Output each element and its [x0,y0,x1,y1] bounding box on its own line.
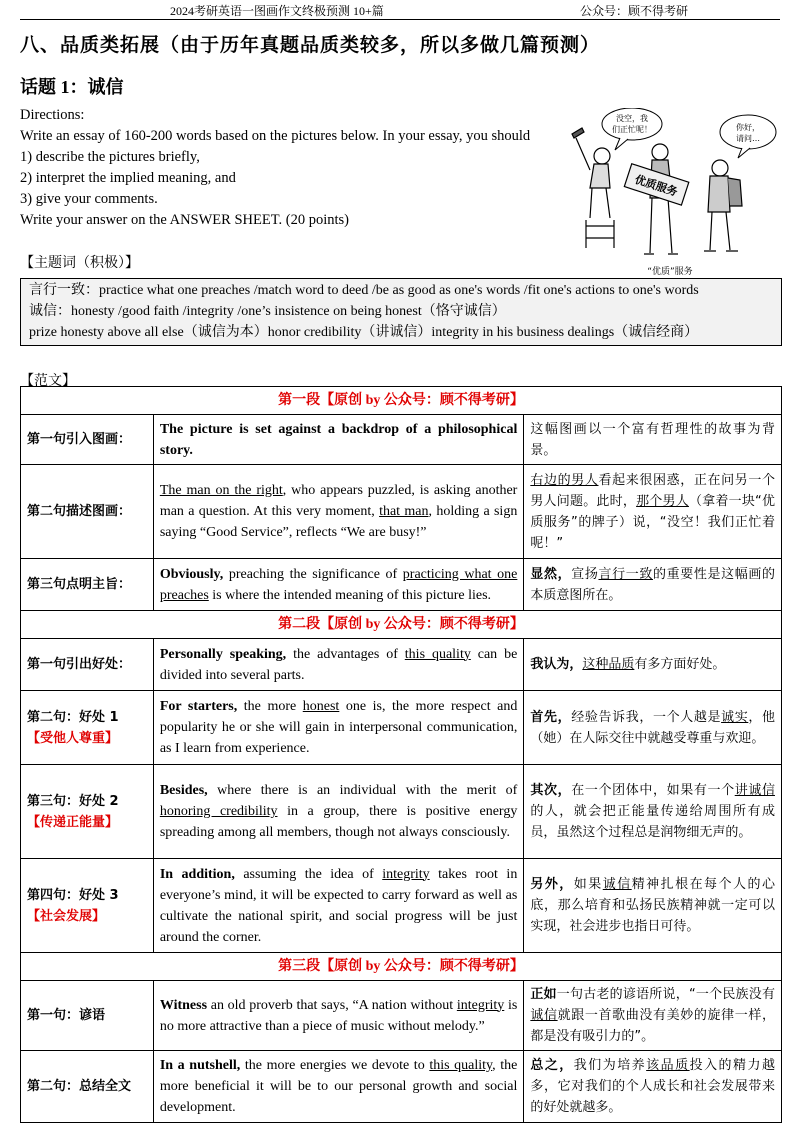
row-label-tag: 【社会发展】 [27,908,106,924]
lead-phrase: Obviously, [159,566,224,582]
row-label: 第二句描述图画： [21,465,154,559]
row-chinese [524,465,782,559]
underlined-phrase: 这种品质 [582,657,635,672]
row-english [153,559,524,611]
table-row [21,859,782,953]
underlined-phrase: integrity [456,997,505,1013]
row-chinese [524,639,782,691]
text-span: 就跟一首歌曲没有美妙的旋律一样，都是没有吸引力的”。 [530,1008,775,1044]
row-label: 第一句引出好处： [21,639,154,691]
underlined-phrase: 右边的男人 [530,472,599,488]
text-span: 的重要性是这幅画的本质意图所在。 [530,566,775,603]
keywords-line: 言行一致：practice what one preaches /match word to deed /be as good as one's words /fit one's actions to one's words [29,283,699,298]
figure-hammer-man [572,128,614,248]
row-chinese [524,765,782,859]
header-account: 公众号：顾不得考研 [580,4,689,18]
bubble-right-line: 请问… [736,134,760,143]
text-span: 经验告诉我，一个人越是 [571,709,722,725]
directions-line: 2) interpret the implied meaning, and [20,170,236,186]
text-span: in a group, there is positive energy spreading among all members, though not always consciously. [159,804,518,840]
text-span: （拿着一块“优质服务”的牌子）说，“没空！我们正忙着呢！” [530,493,775,551]
underlined-phrase: 该品质 [646,1058,690,1073]
text-span: 我们为培养 [573,1058,647,1073]
row-label: 第二句：总结全文 [21,1051,154,1123]
lead-phrase: 正如 [530,987,557,1002]
row-chinese [524,559,782,611]
text-span: 有多方面好处。 [634,657,726,672]
topic-title: 话题 1：诚信 [20,77,124,97]
speech-bubble-left [602,108,662,140]
text-span: 宣扬 [571,566,599,582]
row-label: 第一句：谚语 [21,981,154,1051]
table-row [21,981,782,1051]
lead-phrase: Besides, [159,783,208,798]
row-label-text: 第四句：好处 3 [27,887,119,903]
row-chinese [524,981,782,1051]
text-span: 如果 [573,877,603,892]
text-span: , who appears puzzled, is asking another man a question. At this very moment, [159,483,518,519]
paragraph-header-row [21,953,782,981]
row-label [21,859,154,953]
row-label: 第一句引入图画： [21,415,154,465]
header-title: 2024考研英语一图画作文终极预测 10+篇 [170,4,384,18]
table-row [21,691,782,765]
text-span: 看起来很困惑，正在问另一个男人问题。此时， [530,472,775,509]
underlined-phrase: 诚信 [530,1008,558,1023]
underlined-phrase: this quality [429,1058,493,1073]
paragraph-2-header: 第二段【原创 by 公众号：顾不得考研】 [21,611,782,639]
underlined-phrase: 讲诚信 [734,783,775,798]
lead-phrase: In a nutshell, [159,1058,241,1073]
directions-line: Directions: [20,107,85,123]
lead-phrase: For starters, [159,699,238,714]
table-row [21,465,782,559]
row-english [153,1051,524,1123]
text-span: one is, the more respect and popularity he or she will gain in interpersonal communication, as I learn from experience. [159,699,518,756]
figure-asking-man [704,160,742,251]
keywords-title: 【主题词（积极）】 [20,256,139,271]
bubble-left-line: 们正忙呢！ [612,125,652,134]
page-header [20,0,780,20]
lead-phrase: 我认为， [530,657,583,672]
text-span: where there is an individual with the merit of [207,783,518,798]
text-span: the more energies we devote to [240,1058,430,1073]
row-english: The picture is set against a backdrop of a philosophical story. [153,415,524,465]
keywords-line: 诚信：honesty /good faith /integrity /one’s insistence on being honest（恪守诚信） [29,304,506,319]
row-label-text: 第二句：好处 1 [27,709,119,725]
text-span: is where the intended meaning of this picture lies. [208,587,492,603]
table-row [21,415,782,465]
row-english [153,465,524,559]
underlined-phrase: 言行一致 [598,566,653,582]
bubble-left-line: 没空，我 [616,114,648,123]
table-row [21,1051,782,1123]
paragraph-header-row [21,387,782,415]
essay-title: 【范文】 [20,374,76,389]
keywords-line: prize honesty above all else（诚信为本）honor credibility（讲诚信）integrity in his business dealings（诚信经商） [29,325,699,340]
sign-text: 优质服务 [633,172,680,199]
paragraph-3-header: 第三段【原创 by 公众号：顾不得考研】 [21,953,782,981]
lead-phrase: 首先， [530,709,572,725]
section-title: 八、品质类拓展（由于历年真题品质类较多，所以多做几篇预测） [20,35,601,56]
cartoon-caption: “优质”服务 [647,267,693,277]
row-label-tag: 【受他人尊重】 [27,730,119,746]
text-span: can be divided into several parts. [159,646,518,683]
underlined-phrase: 诚实 [721,709,749,725]
text-span: the advantages of [286,646,405,662]
text-span: an old proverb that says, “A nation without [207,997,457,1013]
text-span: 的人，就会把正能量传递给周围所有成员，虽然这个过程总是润物细无声的。 [530,804,775,840]
text-span: the more [237,699,303,714]
lead-phrase: Witness [159,997,208,1013]
directions [20,105,550,231]
directions-line: Write your answer on the ANSWER SHEET. (20 points) [20,212,349,228]
underlined-phrase: practicing what one preaches [159,566,518,603]
row-label [21,765,154,859]
underlined-phrase: 诚信 [602,877,632,892]
row-chinese [524,859,782,953]
lead-phrase: 总之， [530,1058,574,1073]
lead-phrase: 显然， [530,566,572,582]
row-english [153,859,524,953]
paragraph-header-row [21,611,782,639]
text-span: takes root in everyone’s mind, it will be expected to carry forward as well as cultivate the national spirit, and social progress will be just around the corner. [159,866,518,945]
row-chinese [524,691,782,765]
row-chinese [524,1051,782,1123]
text-span: , the more beneficial it will be to our personal growth and social development. [159,1058,518,1115]
underlined-phrase: honoring credibility [159,804,278,819]
underlined-phrase: The man on the right [159,483,283,498]
cartoon-illustration [560,108,782,278]
speech-bubble-right [720,115,776,149]
row-label [21,691,154,765]
text-span: preaching the significance of [223,566,403,582]
directions-line: 3) give your comments. [20,191,158,207]
directions-line: 1) describe the pictures briefly, [20,149,200,165]
text-span: ，他（她）在人际交往中就越受尊重与欢迎。 [530,709,775,746]
underlined-phrase: that man [379,504,429,519]
table-row [21,765,782,859]
paragraph-1-header: 第一段【原创 by 公众号：顾不得考研】 [21,387,782,415]
row-chinese: 这幅图画以一个富有哲理性的故事为背景。 [524,415,782,465]
essay-table [20,386,782,1123]
lead-phrase: 其次， [530,783,572,798]
table-row [21,639,782,691]
text-span: 投入的精力越多，它对我们的个人成长和社会发展带来的好处就越多。 [530,1058,775,1115]
underlined-phrase: integrity [382,866,430,882]
lead-phrase: Personally speaking, [159,646,287,662]
text-span: 精神扎根在每个人的心底，那么培育和弘扬民族精神就一定可以实现，社会进步也指日可待。 [530,877,775,934]
row-label-tag: 【传递正能量】 [27,814,119,830]
lead-phrase: 另外， [530,877,574,892]
underlined-phrase: honest [302,699,340,714]
bubble-right-line: 你好， [736,123,760,132]
text-span: 在一个团体中，如果有一个 [571,783,735,798]
directions-line: Write an essay of 160-200 words based on the pictures below. In your essay, you should [20,128,531,144]
row-label-text: 第三句：好处 2 [27,793,119,809]
row-label: 第三句点明主旨： [21,559,154,611]
underlined-phrase: 那个男人 [636,493,689,509]
text-span: assuming the idea of [234,866,383,882]
lead-phrase: In addition, [159,866,235,882]
text-span: 一句古老的谚语所说，“一个民族没有 [556,987,775,1002]
row-english [153,639,524,691]
table-row [21,559,782,611]
row-english [153,765,524,859]
underlined-phrase: this quality [404,646,471,662]
row-english [153,691,524,765]
text-span: is no more attractive than a piece of music without melody.” [159,997,518,1034]
text-span: , holding a sign saying “Good Service”, reflects “We are busy!” [159,504,518,540]
keywords-box [20,278,782,346]
row-english [153,981,524,1051]
